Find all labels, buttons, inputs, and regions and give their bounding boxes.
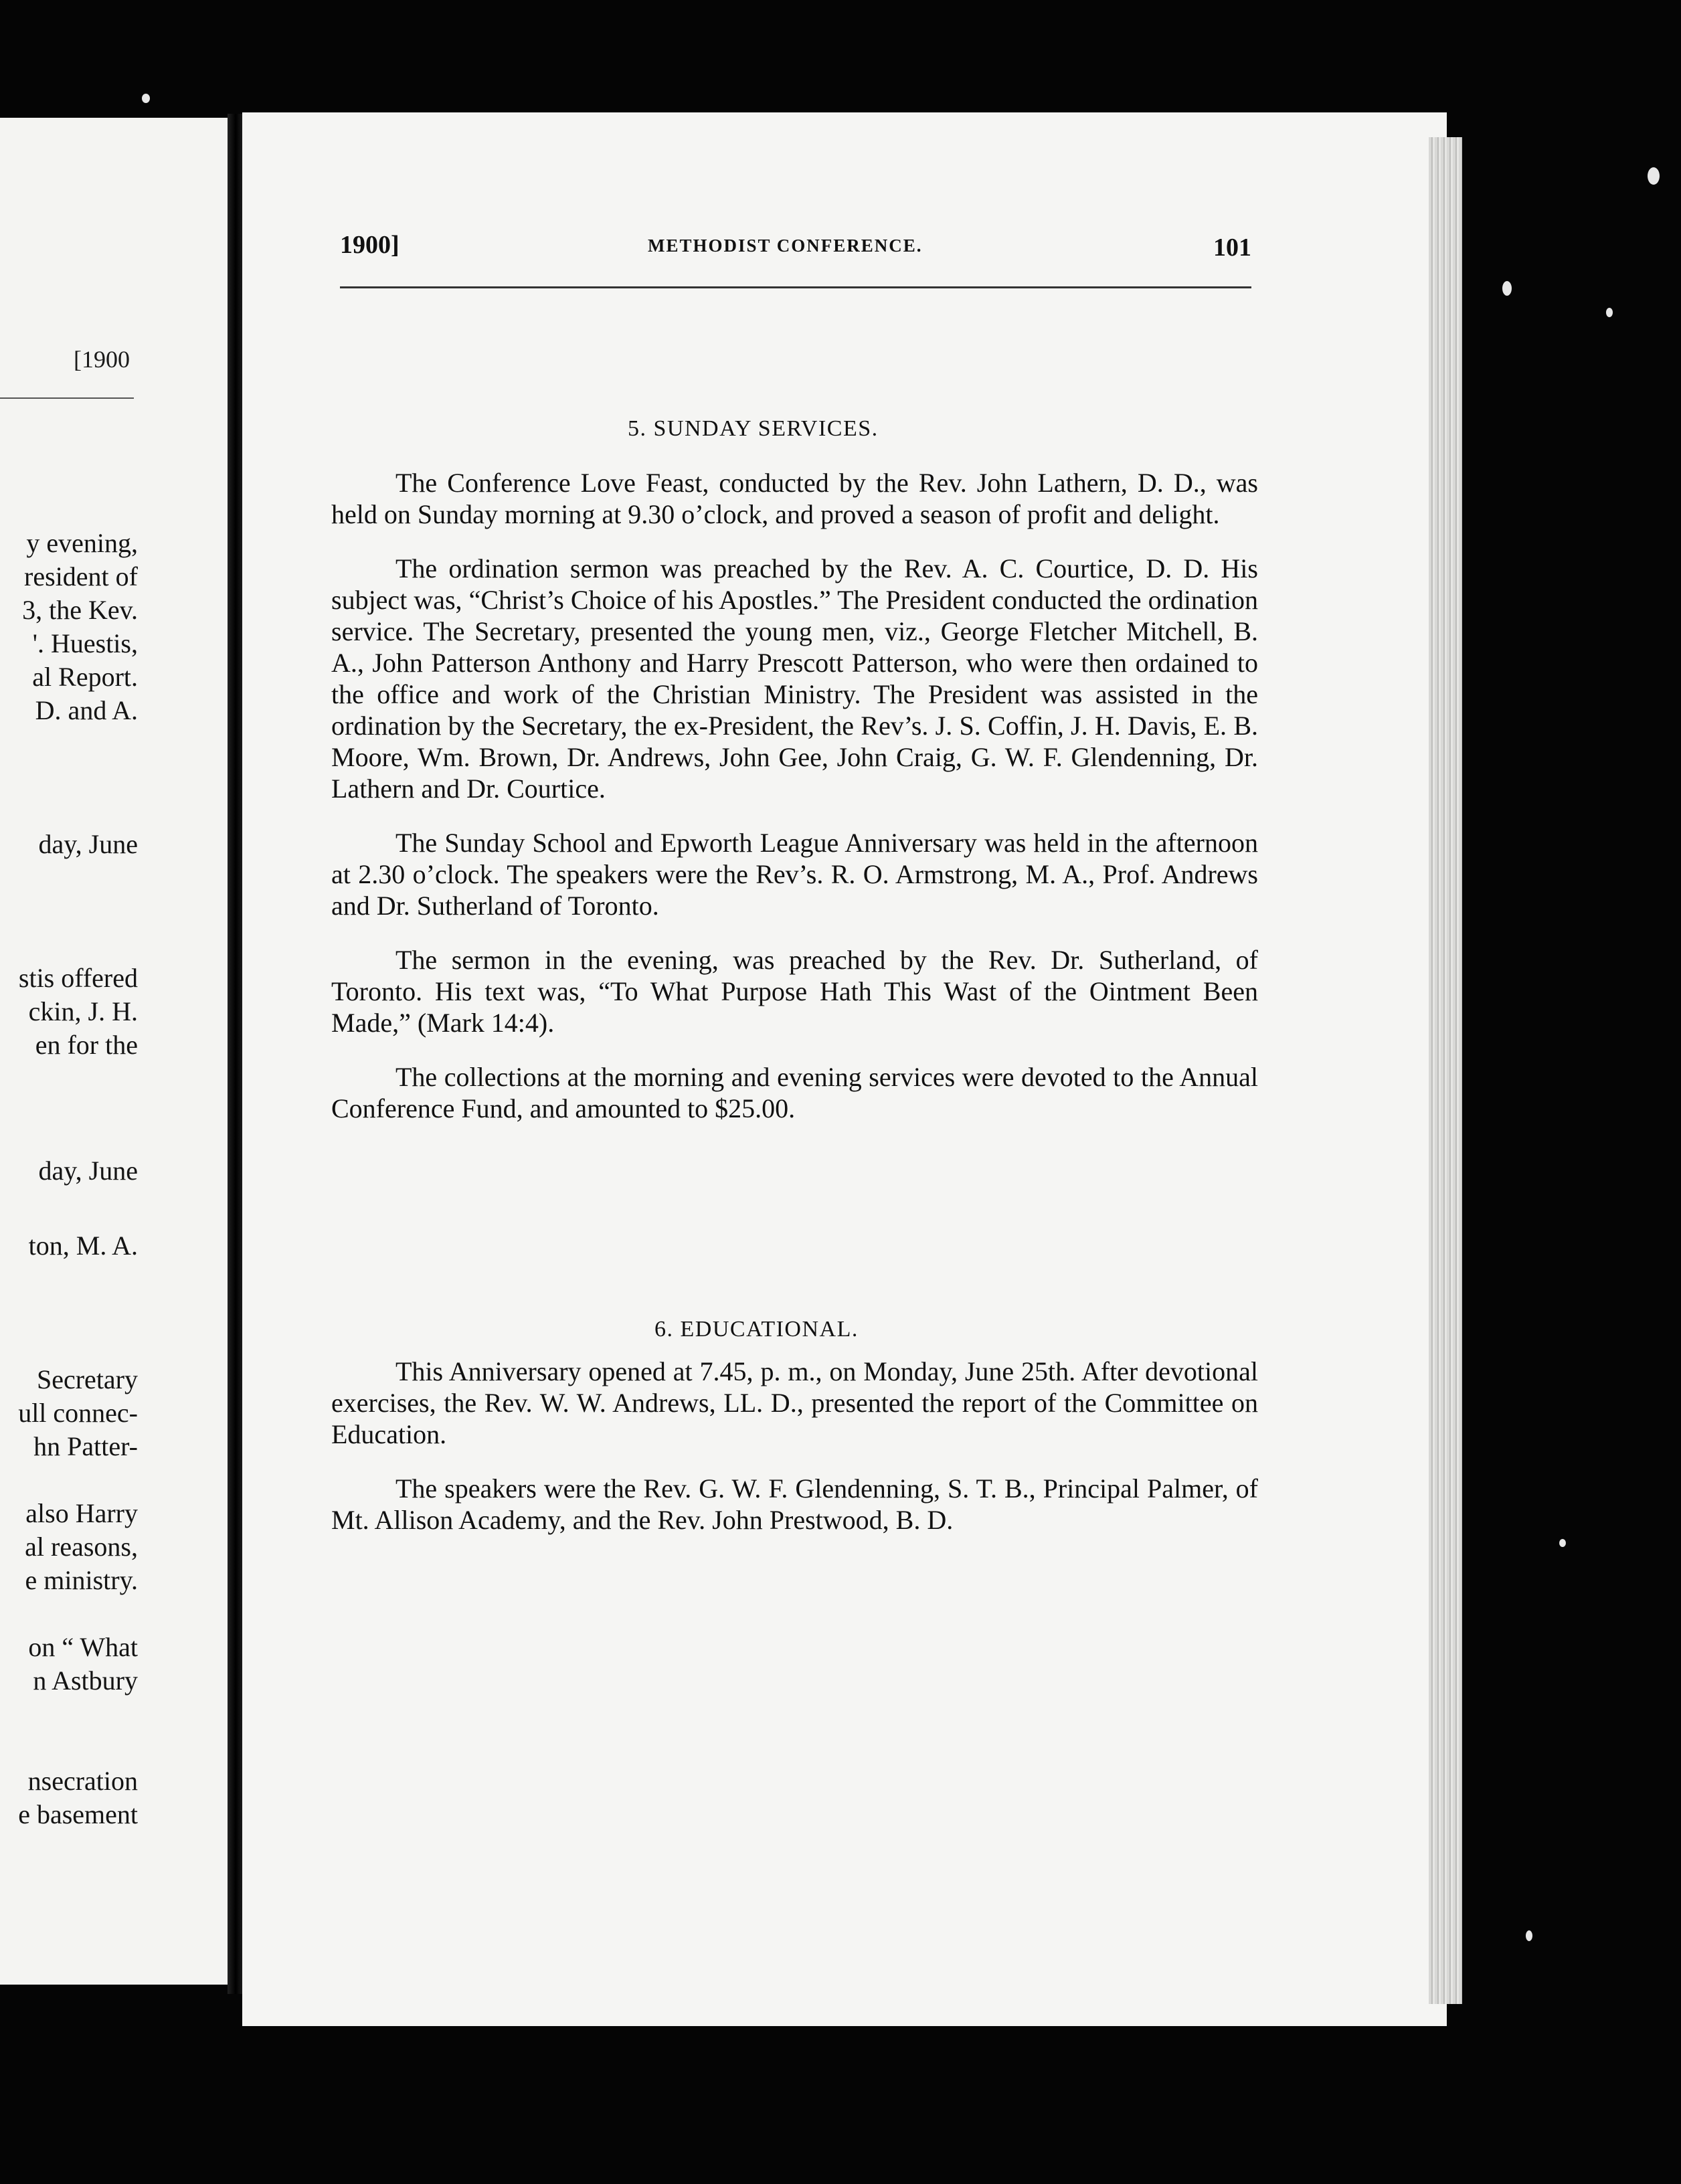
left-page-line: also Harry: [25, 1498, 138, 1528]
header-rule: [340, 286, 1251, 288]
left-page-line: D. and A.: [35, 695, 138, 725]
book-gutter: [228, 114, 242, 1994]
left-page-line: 3, the Kev.: [22, 595, 138, 625]
left-page-line: ckin, J. H.: [28, 996, 138, 1026]
left-page-line: ton, M. A.: [28, 1231, 138, 1261]
left-page-line: nsecration: [27, 1766, 138, 1796]
section-heading-sunday-services: 5. SUNDAY SERVICES.: [628, 416, 879, 441]
left-page-line: Secretary: [36, 1364, 138, 1394]
left-page-header: [1900: [74, 346, 130, 373]
left-page-line: en for the: [35, 1030, 138, 1060]
left-page-line: ull connec-: [18, 1398, 138, 1428]
page-number: 101: [1213, 234, 1251, 262]
header-title: METHODIST CONFERENCE.: [648, 236, 923, 256]
scan-speck: [1648, 167, 1660, 185]
scan-speck: [1559, 1539, 1566, 1547]
paragraph-evening-sermon: The sermon in the evening, was preached by the Rev. Dr. Sutherland, of Toronto. His text was, “To What Purpose Hath This Wast of the Ointment Been Made,” (Mark 14:4).: [331, 945, 1258, 1038]
left-page-line: al Report.: [32, 662, 138, 692]
left-page-line: resident of: [24, 561, 138, 592]
left-page: [0, 118, 230, 1985]
scan-speck: [142, 94, 150, 103]
left-page-line: day, June: [38, 829, 138, 859]
left-page-line: al reasons,: [25, 1532, 138, 1562]
running-header: [340, 230, 1257, 284]
left-page-line: n Astbury: [33, 1665, 138, 1696]
section-heading-educational: 6. EDUCATIONAL.: [654, 1317, 859, 1342]
left-page-line: day, June: [38, 1156, 138, 1186]
section-6-body: [331, 1356, 1258, 1536]
left-page-line: on “ What: [28, 1632, 138, 1662]
paragraph-ordination: The ordination sermon was preached by the Rev. A. C. Courtice, D. D. His subject was, “Christ’s Choice of his Apostles.” The President conducted the ordination service. The Secretary, presented the young men, viz., George Fletcher Mitchell, B. A., John Patterson Anthony and Harry Prescott Patterson, who were then ordained to the office and work of the Christian Ministry. The President was assisted in the ordination by the Secretary, the ex-President, the Rev’s. J. S. Coffin, J. H. Davis, E. B. Moore, Wm. Brown, Dr. Andrews, John Gee, John Craig, G. W. F. Glendenning, Dr. Lathern and Dr. Courtice.: [331, 553, 1258, 804]
left-page-line: y evening,: [26, 528, 138, 558]
left-page-line: hn Patter-: [33, 1431, 138, 1461]
left-page-line: e ministry.: [25, 1565, 138, 1595]
left-page-line: '. Huestis,: [32, 628, 138, 658]
section-5-body: [331, 467, 1258, 1124]
left-page-rule: [0, 397, 134, 399]
header-year: 1900]: [340, 231, 400, 259]
left-page-line: stis offered: [18, 963, 138, 993]
paragraph-speakers: The speakers were the Rev. G. W. F. Glendenning, S. T. B., Principal Palmer, of Mt. Allison Academy, and the Rev. John Prestwood, B. D.: [331, 1473, 1258, 1535]
paragraph-sunday-school: The Sunday School and Epworth League Anniversary was held in the afternoon at 2.30 o’clock. The speakers were the Rev’s. R. O. Armstrong, M. A., Prof. Andrews and Dr. Sutherland of Toronto.: [331, 828, 1258, 921]
paragraph-love-feast: The Conference Love Feast, conducted by the Rev. John Lathern, D. D., was held on Sunday morning at 9.30 o’clock, and proved a season of profit and delight.: [331, 468, 1258, 529]
scan-speck: [1526, 1930, 1532, 1941]
page-edge: [1429, 137, 1462, 2004]
scan-speck: [1606, 308, 1613, 317]
left-page-line: e basement: [18, 1799, 138, 1829]
paragraph-anniversary: This Anniversary opened at 7.45, p. m., on Monday, June 25th. After devotional exercises, the Rev. W. W. Andrews, LL. D., presented the report of the Committee on Education.: [331, 1356, 1258, 1449]
scan-speck: [1502, 281, 1512, 296]
paragraph-collections: The collections at the morning and evening services were devoted to the Annual Conference Fund, and amounted to $25.00.: [331, 1062, 1258, 1123]
